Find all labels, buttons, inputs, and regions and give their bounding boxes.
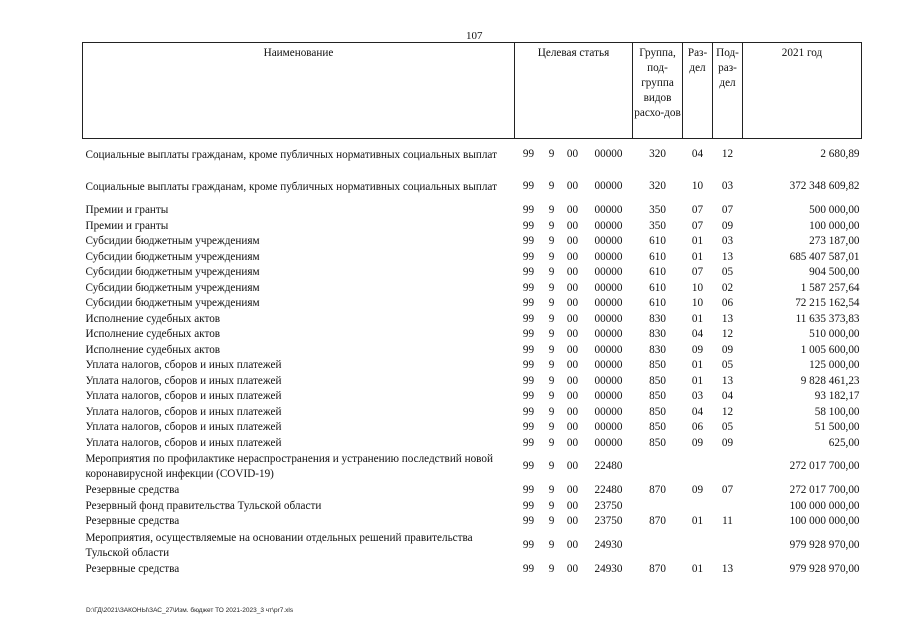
row-name: Социальные выплаты гражданам, кроме публичных нормативных социальных выплат [85,180,497,193]
target-code-direction: 24930 [594,562,623,575]
row-name: Мероприятия, осуществляемые на основании отдельных решений правительства Тульской области [85,531,473,559]
target-code-subprogram: 9 [548,281,555,294]
target-code-program: 99 [522,266,535,279]
target-code-subprogram: 9 [548,562,555,575]
target-code-subprogram: 9 [548,499,555,512]
section-code: 09 [691,484,704,497]
row-name: Субсидии бюджетным учреждениям [85,281,260,294]
table-row [83,296,862,312]
target-code-direction: 00000 [594,421,623,434]
row-name: Резервный фонд правительства Тульской области [85,499,322,512]
target-code-program: 99 [522,204,535,217]
target-code-program: 99 [522,421,535,434]
amount-2021: 979 928 970,00 [789,538,860,551]
target-code-main-event: 00 [566,148,579,161]
row-name: Уплата налогов, сборов и иных платежей [85,405,282,418]
page-number: 107 [466,30,483,42]
expense-group: 610 [649,250,666,263]
amount-2021: 1 587 257,64 [800,281,860,294]
target-code-direction: 00000 [594,436,623,449]
expense-group: 610 [649,266,666,279]
table-row [83,265,862,281]
section-code: 07 [691,266,704,279]
target-code-subprogram: 9 [548,538,555,551]
table-body [83,139,862,578]
table-row [83,343,862,359]
target-code-direction: 00000 [594,297,623,310]
target-code-main-event: 00 [566,250,579,263]
target-code-main-event: 00 [566,405,579,418]
subsection-code: 13 [721,562,734,575]
target-code-direction: 00000 [594,219,623,232]
section-code: 07 [691,219,704,232]
target-code-direction: 00000 [594,235,623,248]
amount-2021: 100 000 000,00 [789,515,860,528]
target-code-main-event: 00 [566,538,579,551]
target-code-main-event: 00 [566,484,579,497]
amount-2021: 979 928 970,00 [789,562,860,575]
subsection-code: 03 [721,180,734,193]
section-code: 01 [691,312,704,325]
target-code-program: 99 [522,312,535,325]
table-row [83,562,862,578]
expense-group: 850 [649,436,666,449]
amount-2021: 1 005 600,00 [800,343,860,356]
expense-group: 320 [649,148,666,161]
target-code-program: 99 [522,297,535,310]
target-code-program: 99 [522,328,535,341]
target-code-main-event: 00 [566,421,579,434]
row-name: Премии и гранты [85,219,169,232]
subsection-code [713,499,743,515]
header-subsection: Под-раз-дел [713,43,743,139]
target-code-subprogram: 9 [548,390,555,403]
target-code-direction: 00000 [594,204,623,217]
amount-2021: 100 000 000,00 [789,499,860,512]
table-row [83,358,862,374]
target-code-subprogram: 9 [548,405,555,418]
amount-2021: 273 187,00 [809,235,860,248]
target-code-program: 99 [522,390,535,403]
target-code-main-event: 00 [566,515,579,528]
target-code-program: 99 [522,180,535,193]
table-row [83,250,862,266]
target-code-main-event: 00 [566,235,579,248]
row-name: Социальные выплаты гражданам, кроме публичных нормативных социальных выплат [85,148,497,161]
header-target-article: Целевая статья [515,43,633,139]
amount-2021: 72 215 162,54 [795,297,860,310]
table-row [83,499,862,515]
target-code-direction: 00000 [594,390,623,403]
section-code: 10 [691,297,704,310]
expense-group [633,530,683,562]
expense-group: 610 [649,235,666,248]
subsection-code: 11 [722,515,733,528]
target-code-program: 99 [522,359,535,372]
subsection-code [713,530,743,562]
section-code: 01 [691,562,704,575]
expense-group: 870 [649,562,666,575]
row-name: Резервные средства [85,515,180,528]
amount-2021: 93 182,17 [814,390,860,403]
header-expense-group: Группа, под-группа видов расхо-дов [633,43,683,139]
table-row [83,327,862,343]
section-code: 04 [691,148,704,161]
header-name: Наименование [83,43,515,139]
subsection-code: 12 [721,148,734,161]
table-row [83,483,862,499]
target-code-subprogram: 9 [548,421,555,434]
section-code: 09 [691,436,704,449]
target-code-subprogram: 9 [548,328,555,341]
target-code-direction: 00000 [594,374,623,387]
target-code-program: 99 [522,484,535,497]
target-code-program: 99 [522,250,535,263]
target-code-main-event: 00 [566,390,579,403]
subsection-code: 07 [721,204,734,217]
row-name: Исполнение судебных актов [85,312,221,325]
target-code-program: 99 [522,219,535,232]
subsection-code: 09 [721,219,734,232]
expense-group: 830 [649,328,666,341]
subsection-code: 02 [721,281,734,294]
subsection-code: 12 [721,328,734,341]
target-code-program: 99 [522,235,535,248]
section-code [683,451,713,483]
target-code-direction: 00000 [594,359,623,372]
section-code: 06 [691,421,704,434]
expense-group [633,499,683,515]
target-code-main-event: 00 [566,343,579,356]
table-row [83,171,862,203]
target-code-program: 99 [522,538,535,551]
target-code-subprogram: 9 [548,266,555,279]
amount-2021: 9 828 461,23 [800,374,860,387]
table-row [83,234,862,250]
amount-2021: 100 000,00 [809,219,860,232]
target-code-main-event: 00 [566,436,579,449]
target-code-program: 99 [522,562,535,575]
row-name: Уплата налогов, сборов и иных платежей [85,374,282,387]
amount-2021: 125 000,00 [809,359,860,372]
row-name: Исполнение судебных актов [85,343,221,356]
expense-group: 850 [649,405,666,418]
amount-2021: 51 500,00 [814,421,860,434]
target-code-program: 99 [522,281,535,294]
subsection-code [713,451,743,483]
subsection-code: 05 [721,266,734,279]
target-code-program: 99 [522,499,535,512]
expense-group: 850 [649,374,666,387]
table-row [83,451,862,483]
subsection-code: 13 [721,250,734,263]
amount-2021: 2 680,89 [820,148,860,161]
target-code-direction: 00000 [594,281,623,294]
row-name: Субсидии бюджетным учреждениям [85,297,260,310]
target-code-subprogram: 9 [548,515,555,528]
row-name: Уплата налогов, сборов и иных платежей [85,421,282,434]
target-code-direction: 00000 [594,405,623,418]
section-code: 01 [691,250,704,263]
target-code-direction: 00000 [594,343,623,356]
target-code-subprogram: 9 [548,436,555,449]
subsection-code: 07 [721,484,734,497]
expense-group: 610 [649,281,666,294]
table-row [83,436,862,452]
target-code-subprogram: 9 [548,343,555,356]
target-code-direction: 00000 [594,148,623,161]
target-code-subprogram: 9 [548,235,555,248]
section-code: 09 [691,343,704,356]
target-code-subprogram: 9 [548,180,555,193]
target-code-main-event: 00 [566,266,579,279]
subsection-code: 04 [721,390,734,403]
expense-group: 830 [649,312,666,325]
row-name: Уплата налогов, сборов и иных платежей [85,390,282,403]
subsection-code: 13 [721,312,734,325]
row-name: Уплата налогов, сборов и иных платежей [85,436,282,449]
table-row [83,203,862,219]
target-code-subprogram: 9 [548,374,555,387]
target-code-direction: 22480 [594,484,623,497]
subsection-code: 13 [721,374,734,387]
target-code-subprogram: 9 [548,219,555,232]
target-code-direction: 23750 [594,499,623,512]
target-code-main-event: 00 [566,328,579,341]
file-path-footer: D:\ГД\2021\ЗАКОНЫ\ЗАС_27\Изм. бюджет ТО 2021-2023_3 чт\pr7.xls [86,607,294,614]
expense-group: 850 [649,421,666,434]
target-code-subprogram: 9 [548,312,555,325]
amount-2021: 685 407 587,01 [789,250,860,263]
target-code-direction: 23750 [594,515,623,528]
section-code: 01 [691,359,704,372]
subsection-code: 09 [721,343,734,356]
row-name: Мероприятия по профилактике нераспространения и устранению последствий новой коронавирусной инфекции (COVID-19) [85,453,493,480]
target-code-subprogram: 9 [548,359,555,372]
target-code-main-event: 00 [566,562,579,575]
target-code-program: 99 [522,343,535,356]
section-code [683,499,713,515]
amount-2021: 372 348 609,82 [789,180,860,193]
target-code-direction: 00000 [594,312,623,325]
target-code-subprogram: 9 [548,250,555,263]
section-code: 03 [691,390,704,403]
table-row [83,405,862,421]
row-name: Исполнение судебных актов [85,328,221,341]
section-code: 04 [691,328,704,341]
header-section: Раз-дел [683,43,713,139]
table-row [83,374,862,390]
amount-2021: 11 635 373,83 [795,312,860,325]
subsection-code: 05 [721,359,734,372]
table-row [83,389,862,405]
row-name: Субсидии бюджетным учреждениям [85,266,260,279]
target-code-subprogram: 9 [548,148,555,161]
amount-2021: 500 000,00 [809,204,860,217]
target-code-direction: 00000 [594,250,623,263]
target-code-main-event: 00 [566,359,579,372]
section-code: 01 [691,235,704,248]
section-code: 10 [691,180,704,193]
budget-table [82,42,862,577]
amount-2021: 58 100,00 [814,405,860,418]
target-code-program: 99 [522,460,535,473]
target-code-main-event: 00 [566,312,579,325]
target-code-main-event: 00 [566,180,579,193]
expense-group [633,451,683,483]
section-code: 04 [691,405,704,418]
amount-2021: 904 500,00 [809,266,860,279]
expense-group: 870 [649,515,666,528]
expense-group: 850 [649,390,666,403]
target-code-direction: 00000 [594,328,623,341]
section-code: 10 [691,281,704,294]
table-row [83,530,862,562]
amount-2021: 272 017 700,00 [789,460,860,473]
expense-group: 870 [649,484,666,497]
target-code-main-event: 00 [566,297,579,310]
target-code-program: 99 [522,436,535,449]
target-code-direction: 00000 [594,180,623,193]
expense-group: 850 [649,359,666,372]
target-code-program: 99 [522,515,535,528]
target-code-subprogram: 9 [548,484,555,497]
section-code: 01 [691,515,704,528]
subsection-code: 03 [721,235,734,248]
table-row [83,219,862,235]
amount-2021: 272 017 700,00 [789,484,860,497]
expense-group: 350 [649,219,666,232]
section-code: 07 [691,204,704,217]
table-row [83,514,862,530]
table-row [83,139,862,172]
subsection-code: 05 [721,421,734,434]
target-code-program: 99 [522,374,535,387]
expense-group: 610 [649,297,666,310]
target-code-subprogram: 9 [548,297,555,310]
row-name: Премии и гранты [85,204,169,217]
expense-group: 830 [649,343,666,356]
row-name: Резервные средства [85,562,180,575]
target-code-program: 99 [522,405,535,418]
target-code-subprogram: 9 [548,204,555,217]
row-name: Резервные средства [85,484,180,497]
target-code-main-event: 00 [566,499,579,512]
row-name: Субсидии бюджетным учреждениям [85,250,260,263]
subsection-code: 09 [721,436,734,449]
subsection-code: 06 [721,297,734,310]
expense-group: 320 [649,180,666,193]
target-code-program: 99 [522,148,535,161]
row-name: Уплата налогов, сборов и иных платежей [85,359,282,372]
table-header-row [83,43,862,139]
section-code: 01 [691,374,704,387]
expense-group: 350 [649,204,666,217]
amount-2021: 625,00 [828,436,860,449]
row-name: Субсидии бюджетным учреждениям [85,235,260,248]
target-code-direction: 00000 [594,266,623,279]
target-code-subprogram: 9 [548,460,555,473]
subsection-code: 12 [721,405,734,418]
table-row [83,312,862,328]
target-code-main-event: 00 [566,281,579,294]
amount-2021: 510 000,00 [809,328,860,341]
target-code-main-event: 00 [566,460,579,473]
target-code-main-event: 00 [566,219,579,232]
header-year-2021: 2021 год [743,43,862,139]
target-code-direction: 24930 [594,538,623,551]
table-row [83,281,862,297]
target-code-direction: 22480 [594,460,623,473]
table-row [83,420,862,436]
section-code [683,530,713,562]
target-code-main-event: 00 [566,204,579,217]
target-code-main-event: 00 [566,374,579,387]
